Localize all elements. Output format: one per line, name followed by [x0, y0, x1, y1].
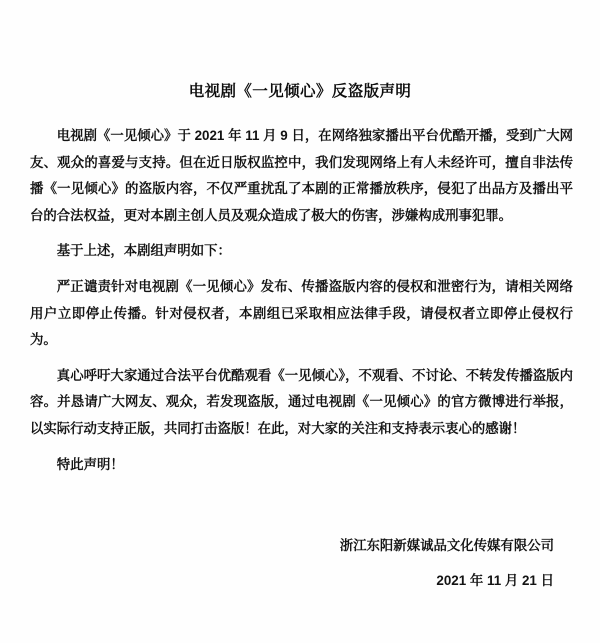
paragraph-5: 特此声明！ [56, 456, 124, 472]
paragraph-4: 真心呼吁大家通过合法平台优酷观看《一见倾心》，不观看、不讨论、不转发传播盗版内容。并恳请广大网友、观众，若发现盗版，通过电视剧《一见倾心》的官方微博进行举报，以实际行动支持正版，共同打击盗版！在此，对大家的关注和支持表示衷心的感谢！ [30, 367, 573, 436]
paragraph-2: 基于上述，本剧组声明如下： [56, 243, 231, 259]
signature-date: 2021 年 11 月 21 日 [436, 573, 554, 588]
paragraph-1: 电视剧《一见倾心》于 2021 年 11 月 9 日，在网络独家播出平台优酷开播，受到广大网友、观众的喜爱与支持。但在近日版权监控中，我们发现网络上有人未经许可，擅自非法传播《一见倾心》的盗版内容，不仅严重扰乱了本剧的正常播放秩序，侵犯了出品方及播出平台的合法权益，更对本剧主创人员及观众造成了极大的伤害，涉嫌构成刑事犯罪。 [30, 128, 573, 223]
paragraph-3: 严正谴责针对电视剧《一见倾心》发布、传播盗版内容的侵权和泄密行为，请相关网络用户立即停止传播。针对侵权者，本剧组已采取相应法律手段，请侵权者立即停止侵权行为。 [30, 278, 573, 348]
statement-body [0, 123, 600, 478]
signature-company: 浙江东阳新媒诚品文化传媒有限公司 [339, 538, 554, 553]
page-title: 电视剧《一见倾心》反盗版声明 [188, 83, 412, 100]
